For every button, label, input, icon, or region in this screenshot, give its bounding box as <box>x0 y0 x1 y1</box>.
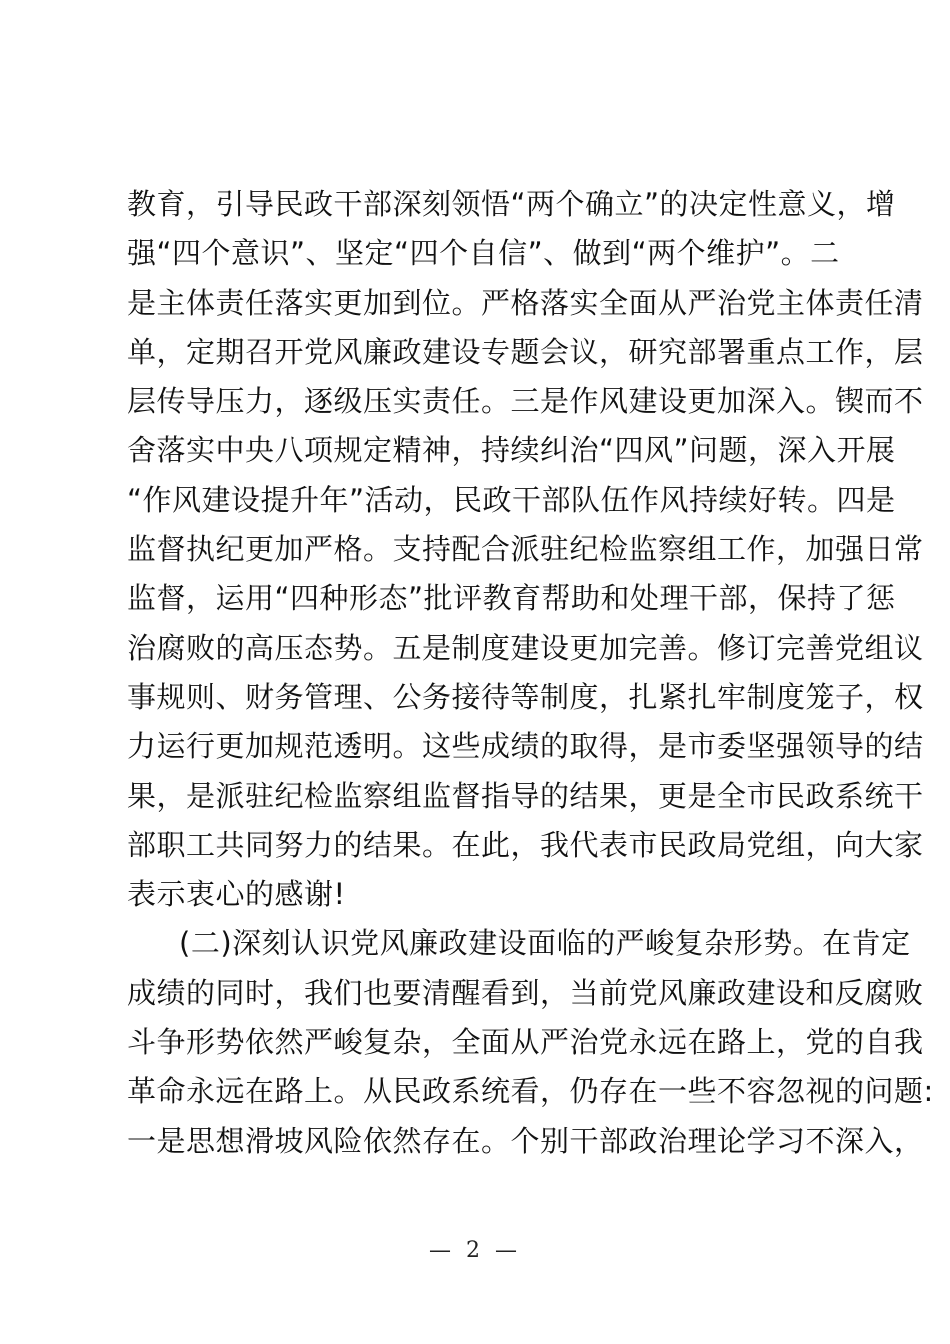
text-line: 一是思想滑坡风险依然存在。个别干部政治理论学习不深入， <box>127 1123 924 1158</box>
text-line: 强“四个意识”、坚定“四个自信”、做到“两个维护”。二 <box>127 236 840 271</box>
text-line: 革命永远在路上。从民政系统看，仍存在一些不容忽视的问题: <box>127 1074 934 1109</box>
text-line: 是主体责任落实更加到位。严格落实全面从严治党主体责任清 <box>127 285 924 320</box>
text-line: 部职工共同努力的结果。在此，我代表市民政局党组，向大家 <box>127 827 924 862</box>
text-line: 监督，运用“四种形态”批评教育帮助和处理干部，保持了惩 <box>127 581 896 616</box>
text-line: 单，定期召开党风廉政建设专题会议，研究部署重点工作，层 <box>127 334 924 369</box>
text-line: 果，是派驻纪检监察组监督指导的结果，更是全市民政系统干 <box>127 778 924 813</box>
text-line: 监督执纪更加严格。支持配合派驻纪检监察组工作，加强日常 <box>127 532 924 567</box>
text-line: 表示衷心的感谢! <box>127 877 346 912</box>
text-line: 斗争形势依然严峻复杂，全面从严治党永远在路上，党的自我 <box>127 1025 924 1060</box>
text-line: 成绩的同时，我们也要清醒看到，当前党风廉政建设和反腐败 <box>127 975 924 1010</box>
text-line: 层传导压力，逐级压实责任。三是作风建设更加深入。锲而不 <box>127 384 924 419</box>
page-number: — 2 — <box>429 1238 521 1263</box>
section-heading-line: (二)深刻认识党风廉政建设面临的严峻复杂形势。在肯定 <box>179 926 911 961</box>
text-line: 力运行更加规范透明。这些成绩的取得，是市委坚强领导的结 <box>127 729 924 764</box>
text-line: 治腐败的高压态势。五是制度建设更加完善。修订完善党组议 <box>127 630 924 665</box>
body-text <box>127 180 934 1166</box>
text-line: 事规则、财务管理、公务接待等制度，扎紧扎牢制度笼子，权 <box>127 679 924 714</box>
text-line: 教育，引导民政干部深刻领悟“两个确立”的决定性意义，增 <box>127 187 896 221</box>
text-line: “作风建设提升年”活动，民政干部队伍作风持续好转。四是 <box>127 482 896 517</box>
text-line: 舍落实中央八项规定精神，持续纠治“四风”问题，深入开展 <box>127 433 896 468</box>
